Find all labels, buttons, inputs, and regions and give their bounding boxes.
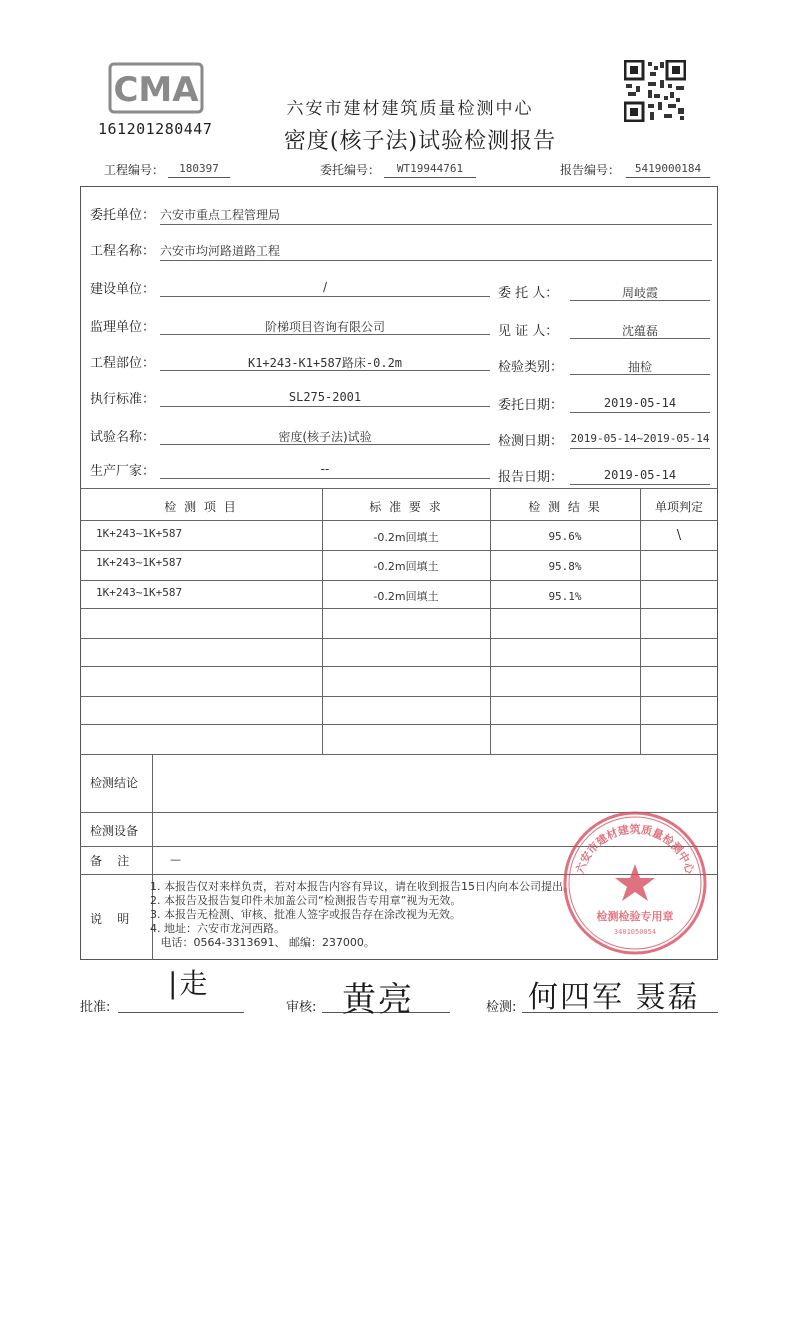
construction-unit: / xyxy=(322,280,328,294)
divider xyxy=(160,478,490,479)
witness: 沈蕴磊 xyxy=(621,324,658,338)
cma-code: 161201280447 xyxy=(98,120,213,138)
divider xyxy=(570,338,710,339)
notes-label: 说 明 xyxy=(90,912,130,926)
approve-line xyxy=(118,1012,244,1013)
construction-unit-label: 建设单位： xyxy=(90,282,156,297)
project-name: 六安市均河路道路工程 xyxy=(160,244,281,258)
divider xyxy=(570,448,710,449)
notes-list xyxy=(150,880,574,950)
col-header-standard: 标 准 要 求 xyxy=(369,500,443,514)
report-date-label: 报告日期： xyxy=(498,470,564,485)
remarks-value: — xyxy=(170,853,181,866)
divider xyxy=(160,334,490,335)
table-row-line xyxy=(80,666,718,667)
consignor: 周岐霞 xyxy=(621,286,658,300)
report-title: 密度(核子法)试验检测报告 xyxy=(283,129,557,154)
qr-code-icon xyxy=(624,60,686,122)
note-item: 4. 地址：六安市龙河西路。 xyxy=(150,922,285,935)
report-date: 2019-05-14 xyxy=(603,468,677,482)
note-item: 电话：0564-3313691、 邮编：237000。 xyxy=(150,936,375,949)
approve-signature: |走 xyxy=(168,967,210,1000)
note-item: 1. 本报告仅对来样负责，若对本报告内容有异议，请在收到报告15日内向本公司提出。 xyxy=(150,880,574,893)
divider xyxy=(570,484,710,485)
table-cell-result: 95.8% xyxy=(548,560,582,573)
table-top-line xyxy=(80,488,718,489)
standard: SL275-2001 xyxy=(288,390,362,404)
table-bottom-line xyxy=(80,754,718,755)
divider xyxy=(160,406,490,407)
test-date: 2019-05-14~2019-05-14 xyxy=(570,432,710,445)
standard-label: 执行标准： xyxy=(90,392,156,407)
table-row-line xyxy=(80,696,718,697)
divider xyxy=(570,300,710,301)
test-name: 密度(核子法)试验 xyxy=(278,430,372,444)
inspect-type: 抽检 xyxy=(627,360,652,374)
test-name-label: 试验名称： xyxy=(90,430,156,445)
divider xyxy=(570,412,710,413)
witness-label: 见 证 人： xyxy=(498,324,559,339)
test-signature: 何四军 聂磊 xyxy=(528,980,700,1015)
stamp-star-icon xyxy=(615,864,655,901)
svg-text:检测检验专用章: 检测检验专用章 xyxy=(596,910,674,923)
table-row-line xyxy=(80,550,718,551)
official-stamp xyxy=(560,808,710,958)
divider xyxy=(160,224,712,225)
table-row-line xyxy=(80,608,718,609)
commission-date-label: 委托日期： xyxy=(498,398,564,413)
inspect-type-label: 检验类别： xyxy=(498,360,564,375)
equipment-label: 检测设备 xyxy=(90,824,139,838)
commission-no-label: 委托编号： xyxy=(320,163,381,177)
col-header-result: 检 测 结 果 xyxy=(528,500,602,514)
approve-label: 批准: xyxy=(80,1000,111,1015)
note-item: 2. 本报告及报告复印件未加盖公司“检测报告专用章”视为无效。 xyxy=(150,894,462,907)
col-header-item: 检 测 项 目 xyxy=(164,500,238,514)
table-cell-standard: -0.2m回填土 xyxy=(373,560,439,573)
table-cell-standard: -0.2m回填土 xyxy=(373,590,439,603)
divider xyxy=(160,296,490,297)
client-unit-label: 委托单位： xyxy=(90,208,156,223)
divider xyxy=(570,374,710,375)
project-no-label: 工程编号： xyxy=(104,163,165,177)
manufacturer-label: 生产厂家： xyxy=(90,464,156,479)
divider xyxy=(160,370,490,371)
commission-date: 2019-05-14 xyxy=(603,396,677,410)
table-row-line xyxy=(80,580,718,581)
center-name: 六安市建材建筑质量检测中心 xyxy=(286,99,534,119)
svg-text:六安市建材建筑质量检测中心: 六安市建材建筑质量检测中心 xyxy=(573,823,697,876)
table-row-line xyxy=(80,638,718,639)
client-unit: 六安市重点工程管理局 xyxy=(160,208,281,222)
review-label: 审核: xyxy=(286,1000,317,1015)
supervision-label: 监理单位： xyxy=(90,320,156,335)
commission-no: WT19944761 xyxy=(384,162,476,178)
remarks-label: 备 注 xyxy=(90,854,130,868)
divider xyxy=(160,260,712,261)
svg-text:3401050054: 3401050054 xyxy=(613,928,657,936)
project-no: 180397 xyxy=(168,162,230,178)
divider xyxy=(160,444,490,445)
table-cell-result: 95.1% xyxy=(548,590,582,603)
test-label: 检测: xyxy=(486,1000,517,1015)
table-row-line xyxy=(80,724,718,725)
conclusion-label: 检测结论 xyxy=(90,776,139,790)
table-cell-item: 1K+243~1K+587 xyxy=(96,556,183,569)
table-col-line xyxy=(490,488,491,754)
report-no: 5419000184 xyxy=(626,162,710,178)
project-name-label: 工程名称： xyxy=(90,244,156,259)
consignor-label: 委 托 人： xyxy=(498,286,559,301)
table-header-line xyxy=(80,520,718,521)
note-item: 3. 本报告无检测、审核、批准人签字或报告存在涂改视为无效。 xyxy=(150,908,461,921)
supervision: 阶梯项目咨询有限公司 xyxy=(264,320,385,334)
svg-text:CMA: CMA xyxy=(113,70,199,110)
table-cell-standard: -0.2m回填土 xyxy=(373,531,439,544)
manufacturer: -- xyxy=(320,462,330,476)
table-cell-judgement: \ xyxy=(676,528,682,543)
part-label: 工程部位： xyxy=(90,356,156,371)
review-signature: 黄亮 xyxy=(342,980,414,1020)
report-no-label: 报告编号： xyxy=(560,163,621,177)
table-col-line xyxy=(322,488,323,754)
col-header-judgement: 单项判定 xyxy=(654,500,703,514)
table-cell-item: 1K+243~1K+587 xyxy=(96,586,183,599)
part: K1+243-K1+587路床-0.2m xyxy=(247,356,403,370)
table-cell-item: 1K+243~1K+587 xyxy=(96,527,183,540)
table-cell-result: 95.6% xyxy=(548,530,582,543)
test-date-label: 检测日期： xyxy=(498,434,564,449)
